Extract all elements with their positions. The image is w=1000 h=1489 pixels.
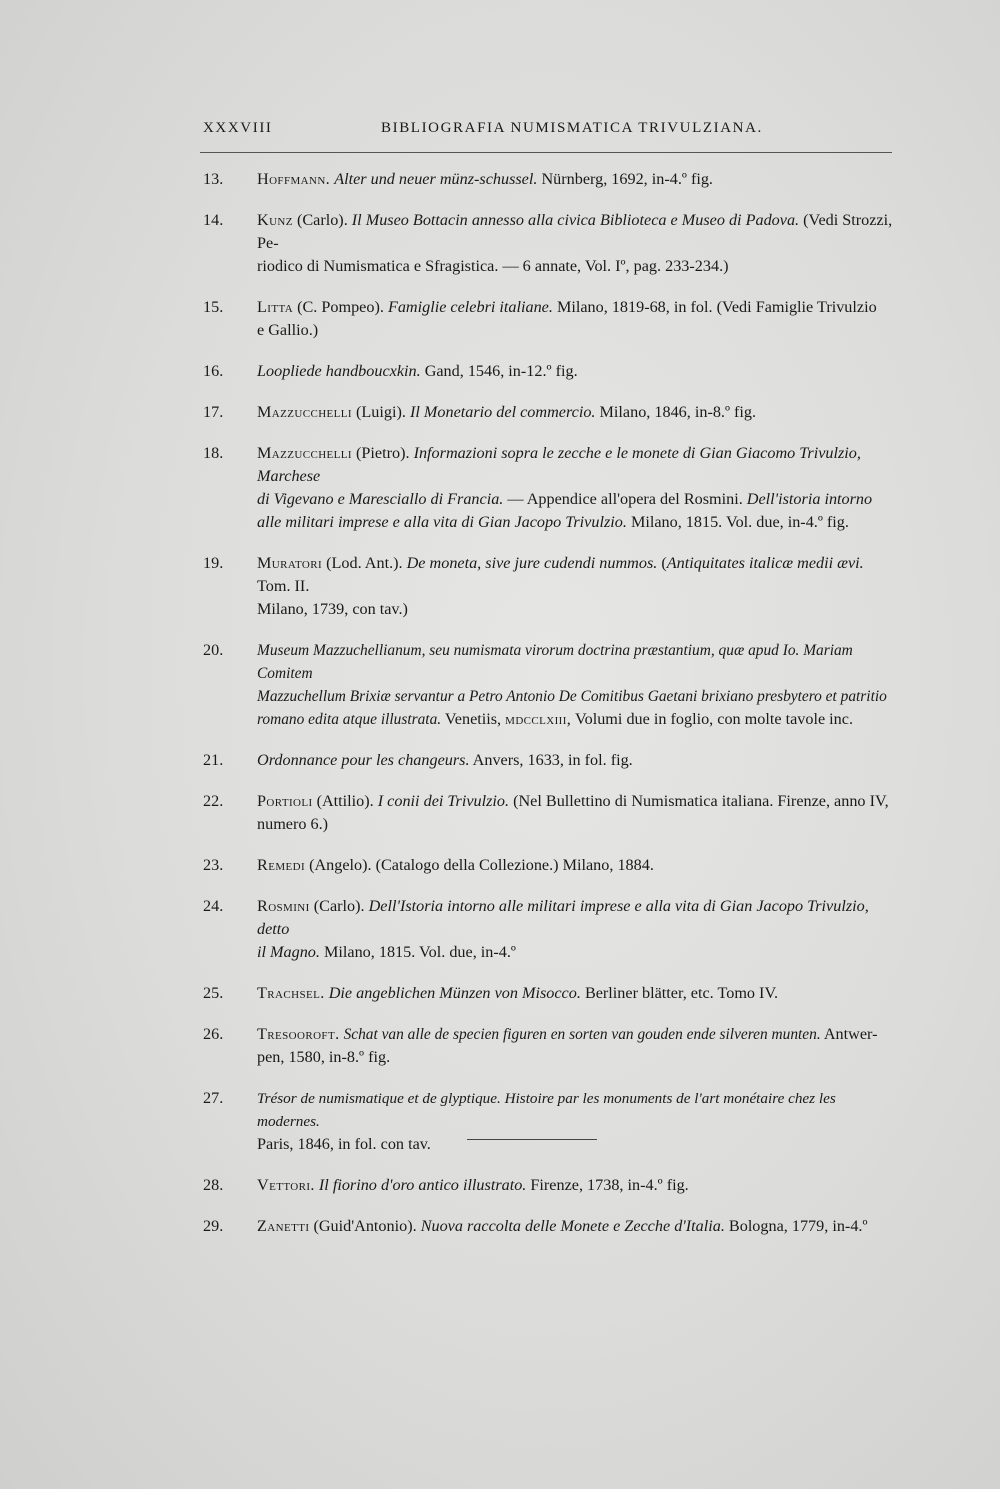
bibliography-entry-19 [203, 552, 893, 621]
page-number: XXXVIII [203, 120, 273, 136]
entry-author: Litta [257, 298, 294, 316]
entry-continuation [257, 941, 893, 964]
entry-title: Dell'Istoria intorno alle militari imprese e alla vita di Gian Jacopo Trivulzio, detto [257, 897, 869, 938]
entry-related-title: Dell'istoria intorno [746, 490, 873, 508]
entry-title: Informazioni sopra le zecche e le monete di Gian Giacomo Trivulzio, Marchese [257, 444, 861, 485]
entry-continuation: numero 6.) [257, 815, 329, 833]
closing-rule [467, 1139, 597, 1140]
entry-author-extra: (Guid'Antonio). [313, 1217, 417, 1235]
entry-author-extra: (Luigi). [356, 403, 406, 421]
entry-details: Berliner blätter, etc. Tomo IV. [584, 984, 779, 1002]
entry-number: 24. [203, 897, 224, 915]
bibliography-entry-22 [203, 790, 893, 836]
entry-title: Nuova raccolta delle Monete e Zecche d'Italia. [420, 1217, 725, 1235]
entry-author-extra: (Lod. Ant.). [326, 554, 403, 572]
entry-number: 18. [203, 444, 224, 462]
entry-title-continuation: di Vigevano e Maresciallo di Francia. [257, 490, 504, 508]
entry-continuation: Paris, 1846, in fol. con tav. [257, 1135, 431, 1153]
entry-details: Nürnberg, 1692, in-4.º fig. [541, 170, 713, 188]
entry-author: Rosmini [257, 897, 310, 915]
entry-author-extra: (Carlo). [313, 897, 365, 915]
entry-related-title-continuation: alle militari imprese e alla vita di Gian Jacopo Trivulzio. [257, 513, 627, 531]
entry-details: Firenze, 1738, in-4.º fig. [530, 1176, 689, 1194]
bibliography-list [203, 168, 893, 1256]
bibliography-entry-26 [203, 1023, 893, 1069]
entry-author: Portioli [257, 792, 313, 810]
entry-title: Museum Mazzuchellianum, seu numismata virorum doctrina præstantium, quæ apud Io. Mariam Comitem [257, 642, 853, 682]
bibliography-entry-29 [203, 1215, 893, 1238]
entry-continuation: pen, 1580, in-8.º fig. [257, 1048, 391, 1066]
bibliography-entry-25 [203, 982, 893, 1005]
entry-title: Famiglie celebri italiane. [387, 298, 553, 316]
entry-details: Anvers, 1633, in fol. fig. [472, 751, 633, 769]
entry-number: 17. [203, 403, 224, 421]
entry-author-extra: (Pietro). [356, 444, 410, 462]
entry-title: Die angeblichen Münzen von Misocco. [328, 984, 581, 1002]
entry-details: (Vedi Strozzi, Pe- [257, 211, 893, 252]
entry-details: Venetiis, [444, 710, 502, 728]
entry-author-extra: (Carlo). [296, 211, 348, 229]
entry-author: Mazzucchelli [257, 444, 352, 462]
entry-number: 22. [203, 792, 224, 810]
entry-title: Il Monetario del commercio. [409, 403, 596, 421]
bibliography-entry-21 [203, 749, 893, 772]
bibliography-entry-20 [203, 639, 893, 731]
entry-number: 28. [203, 1176, 224, 1194]
bibliography-entry-24 [203, 895, 893, 964]
entry-author-extra: (Attilio). [316, 792, 374, 810]
entry-continuation [257, 488, 893, 511]
entry-details: Milano, 1815. Vol. due, in-4.º fig. [630, 513, 849, 531]
entry-title: Il fiorino d'oro antico illustrato. [318, 1176, 527, 1194]
bibliography-entry-14 [203, 209, 893, 278]
entry-title-continuation: Mazzuchellum Brixiæ servantur a Petro Antonio De Comitibus Gaetani brixiano presbytero et patritio [257, 688, 887, 705]
entry-number: 26. [203, 1025, 224, 1043]
entry-number: 19. [203, 554, 224, 572]
entry-title: Loopliede handboucxkin. [257, 362, 421, 380]
entry-details: (Nel Bullettino di Numismatica italiana. Firenze, anno IV, [513, 792, 889, 810]
entry-continuation: e Gallio.) [257, 321, 319, 339]
entry-details: — Appendice all'opera del Rosmini. [507, 490, 743, 508]
bibliography-entry-23 [203, 854, 893, 877]
entry-number: 14. [203, 211, 224, 229]
entry-title: Ordonnance pour les changeurs. [257, 751, 470, 769]
entry-number: 21. [203, 751, 224, 769]
entry-author: Muratori [257, 554, 323, 572]
bibliography-entry-16 [203, 360, 893, 383]
entry-date: mdcclxiii, [505, 710, 572, 728]
entry-author-extra: (C. Pompeo). [297, 298, 384, 316]
bibliography-entry-13 [203, 168, 893, 191]
entry-number: 16. [203, 362, 224, 380]
entry-number: 29. [203, 1217, 224, 1235]
entry-number: 23. [203, 856, 224, 874]
entry-details-2: Volumi due in foglio, con molte tavole inc. [575, 710, 854, 728]
entry-author: Hoffmann. [257, 170, 331, 188]
entry-author: Kunz [257, 211, 293, 229]
entry-continuation-2 [257, 511, 893, 534]
entry-paren: ( [661, 554, 667, 572]
entry-title: De moneta, sive jure cudendi nummos. [406, 554, 658, 572]
entry-continuation: riodico di Numismatica e Sfragistica. — 6 annate, Vol. Iº, pag. 233-234.) [257, 257, 729, 275]
entry-title-continuation-2: romano edita atque illustrata. [257, 711, 442, 728]
entry-author: Mazzucchelli [257, 403, 352, 421]
entry-details: Tom. II. [257, 577, 310, 595]
entry-details: Gand, 1546, in-12.º fig. [424, 362, 578, 380]
entry-continuation [257, 685, 893, 708]
entry-author: Vettori. [257, 1176, 315, 1194]
entry-title: Trésor de numismatique et de glyptique. Histoire par les monuments de l'art monétaire chez les modernes. [257, 1090, 836, 1130]
bibliography-entry-18 [203, 442, 893, 534]
entry-number: 27. [203, 1089, 224, 1107]
entry-continuation: Milano, 1739, con tav.) [257, 600, 408, 618]
running-title: BIBLIOGRAFIA NUMISMATICA TRIVULZIANA. [381, 120, 763, 136]
entry-details: Antwer- [823, 1025, 878, 1043]
entry-author-extra: (Angelo). [309, 856, 372, 874]
entry-author: Tresooroft. [257, 1025, 340, 1043]
entry-author: Remedi [257, 856, 306, 874]
entry-title: Alter und neuer münz-schussel. [334, 170, 538, 188]
bibliography-entry-15 [203, 296, 893, 342]
entry-continuation-2 [257, 708, 893, 731]
bibliography-entry-28 [203, 1174, 893, 1197]
page-header [203, 120, 891, 144]
entry-details: Milano, 1819-68, in fol. (Vedi Famiglie Trivulzio [556, 298, 877, 316]
entry-number: 20. [203, 641, 224, 659]
entry-title: I conii dei Trivulzio. [377, 792, 510, 810]
entry-details: (Catalogo della Collezione.) Milano, 1884. [375, 856, 654, 874]
entry-details: Milano, 1815. Vol. due, in-4.º [324, 943, 516, 961]
bibliography-entry-27 [203, 1087, 893, 1156]
bibliography-entry-17 [203, 401, 893, 424]
entry-details: Milano, 1846, in-8.º fig. [599, 403, 757, 421]
entry-number: 25. [203, 984, 224, 1002]
entry-title: Schat van alle de specien figuren en sorten van gouden ende silveren munten. [343, 1026, 821, 1043]
entry-author: Trachsel. [257, 984, 325, 1002]
entry-title: Il Museo Bottacin annesso alla civica Biblioteca e Museo di Padova. [351, 211, 800, 229]
entry-collection-title: Antiquitates italicæ medii ævi. [666, 554, 864, 572]
entry-number: 13. [203, 170, 224, 188]
entry-author: Zanetti [257, 1217, 310, 1235]
entry-title-continuation: il Magno. [257, 943, 320, 961]
header-rule [200, 152, 892, 153]
entry-details: Bologna, 1779, in-4.º [728, 1217, 868, 1235]
entry-number: 15. [203, 298, 224, 316]
